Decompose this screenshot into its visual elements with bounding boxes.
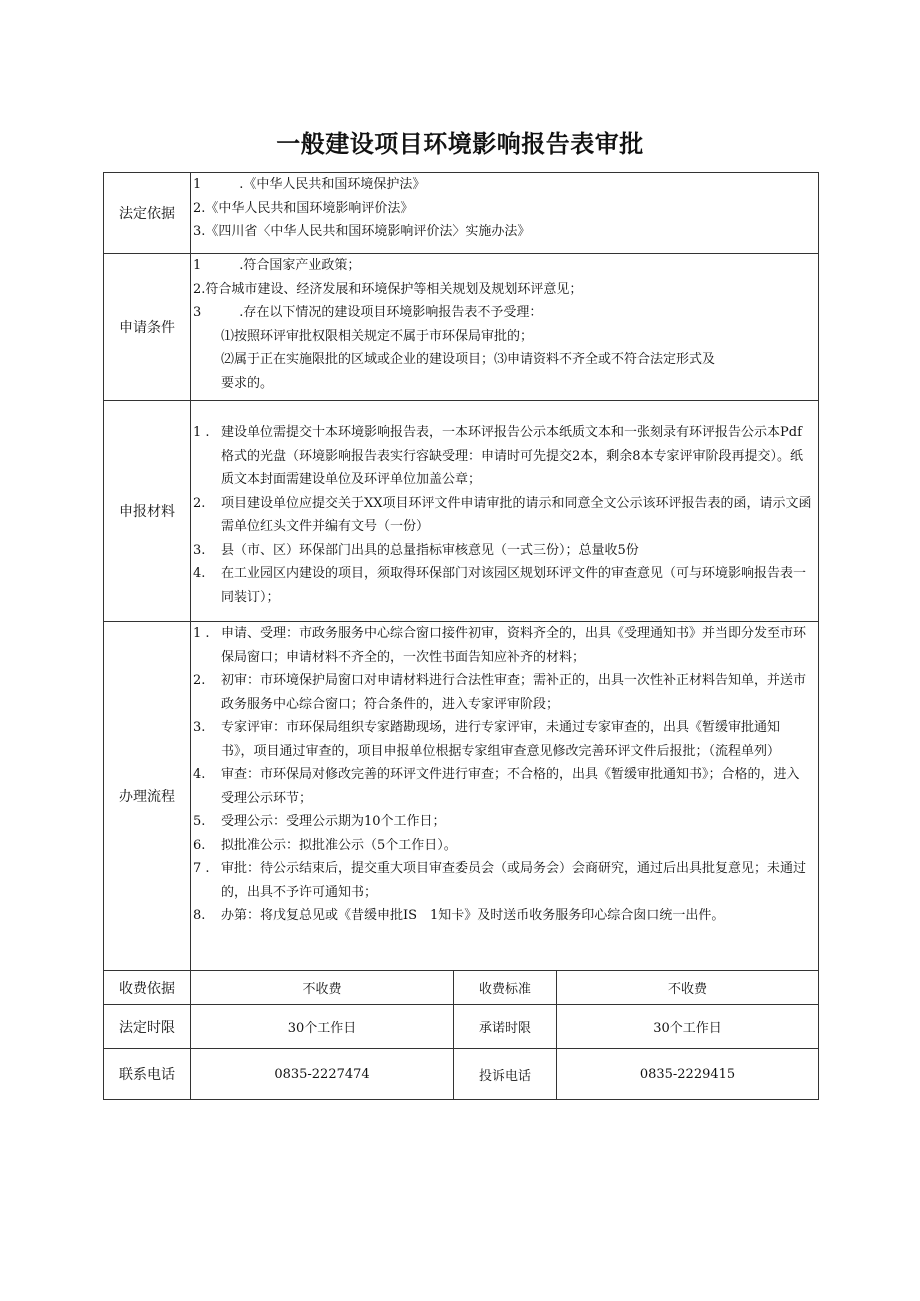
list-item: 2.《中华人民共和国环境影响评价法》 [193,200,414,216]
process-row [104,622,819,971]
fee-standard-label: 收费标准 [454,971,557,1005]
list-item: 5. 受理公示：受理公示期为10个工作日； [193,814,446,829]
conditions-row [104,254,819,401]
list-item: 8. 办第：将戊复总见或《昔缓申批IS 1知卡》及时送币收务服务印心综合囱口统一出件。 [193,908,725,923]
fee-standard-value: 不收费 [557,971,819,1005]
page-title: 一般建设项目环境影响报告表审批 [276,130,644,158]
list-item: 1 .《中华人民共和国环境保护法》 [193,177,426,192]
fees-value: 不收费 [191,971,454,1005]
list-item: 3. 专家评审：市环保局组织专家踏勘现场，进行专家评审，未通过专家审查的，出具《暂缓审批通知书》，项目通过审查的，项目申报单位根据专家组审查意见修改完善环评文件后报批；（流程单列） [193,720,781,759]
legal-time-value: 30个工作日 [191,1005,454,1049]
promised-time-value: 30个工作日 [557,1005,819,1049]
list-item: 3.《四川省〈中华人民共和国环境影响评价法〉实施办法》 [193,224,531,239]
list-item: 4. 审查：市环保局对修改完善的环评文件进行审查；不合格的，出具《暂缓审批通知书》；合格的，进入受理公示环节； [193,767,800,806]
contact-phone-label: 联系电话 [104,1049,191,1100]
legal-basis-label: 法定依据 [104,173,191,254]
materials-row [104,401,819,622]
sub-item: ⑵属于正在实施限批的区域或企业的建设项目；⑶申请资料不齐全或不符合法定形式及 [221,352,716,367]
list-item: 3 .存在以下情况的建设项目环境影响报告表不予受理： [193,305,543,320]
list-item: 1 .符合国家产业政策； [193,258,361,273]
complaint-phone-label: 投诉电话 [454,1049,557,1100]
list-item: 2. 初审：市环境保护局窗口对申请材料进行合法性审查；需补正的，出具一次性补正材料告知单，并送市政务服务中心综合窗口；符合条件的，进入专家评审阶段； [193,673,807,712]
sub-item: 要求的。 [221,375,274,391]
list-item: 2. 项目建设单位应提交关于XX项目环评文件申请审批的请示和同意全文公示该环评报告表的函，请示文函需单位红头文件并编有文号（一份） [193,495,812,534]
list-item: 1 . 建设单位需提交十本环境影响报告表，一本环评报告公示本纸质文本和一张刻录有环评报告公示本Pdf格式的光盘（环境影响报告表实行容缺受理：申请时可先提交2本，剩余8本专家评审阶段再提交）。纸质文本封面需建设单位及环评单位加盖公章； [193,425,804,487]
contact-phone-value: 0835-2227474 [191,1049,454,1100]
list-item: 6. 拟批准公示：拟批准公示（5个工作日）。 [193,837,457,853]
list-item: 3. 县（市、区）环保部门出具的总量指标审核意见（一式三份）；总量收5份 [193,542,639,558]
list-item: 2.符合城市建设、经济发展和环境保护等相关规划及规划环评意见； [193,281,583,297]
conditions-label: 申请条件 [104,254,191,401]
promised-time-label: 承诺时限 [454,1005,557,1049]
fees-row [104,971,819,1005]
sub-item: ⑴按照环评审批权限相关规定不属于市环保局审批的； [221,328,534,344]
list-item: 4. 在工业园区内建设的项目，须取得环保部门对该园区规划环评文件的审查意见（可与环境影响报告表一同装订）； [193,566,807,605]
time-limit-row [104,1005,819,1049]
legal-time-label: 法定时限 [104,1005,191,1049]
fees-label: 收费依据 [104,971,191,1005]
approval-table [103,172,819,1100]
conditions-content [191,254,819,401]
legal-basis-content [191,173,819,254]
legal-basis-row [104,173,819,254]
contact-row [104,1049,819,1100]
complaint-phone-value: 0835-2229415 [557,1049,819,1100]
process-label: 办理流程 [104,622,191,971]
materials-label: 申报材料 [104,401,191,622]
materials-content [191,401,819,622]
list-item: 1 . 申请、受理：市政务服务中心综合窗口接件初审，资料齐全的，出具《受理通知书》并当即分发至市环保局窗口；申请材料不齐全的，一次性书面告知应补齐的材料； [193,626,807,665]
list-item: 7 . 审批：待公示结束后，提交重大项目审查委员会（或局务会）会商研究，通过后出具批复意见；未通过的，出具不予许可通知书； [193,861,807,900]
process-content [191,622,819,971]
